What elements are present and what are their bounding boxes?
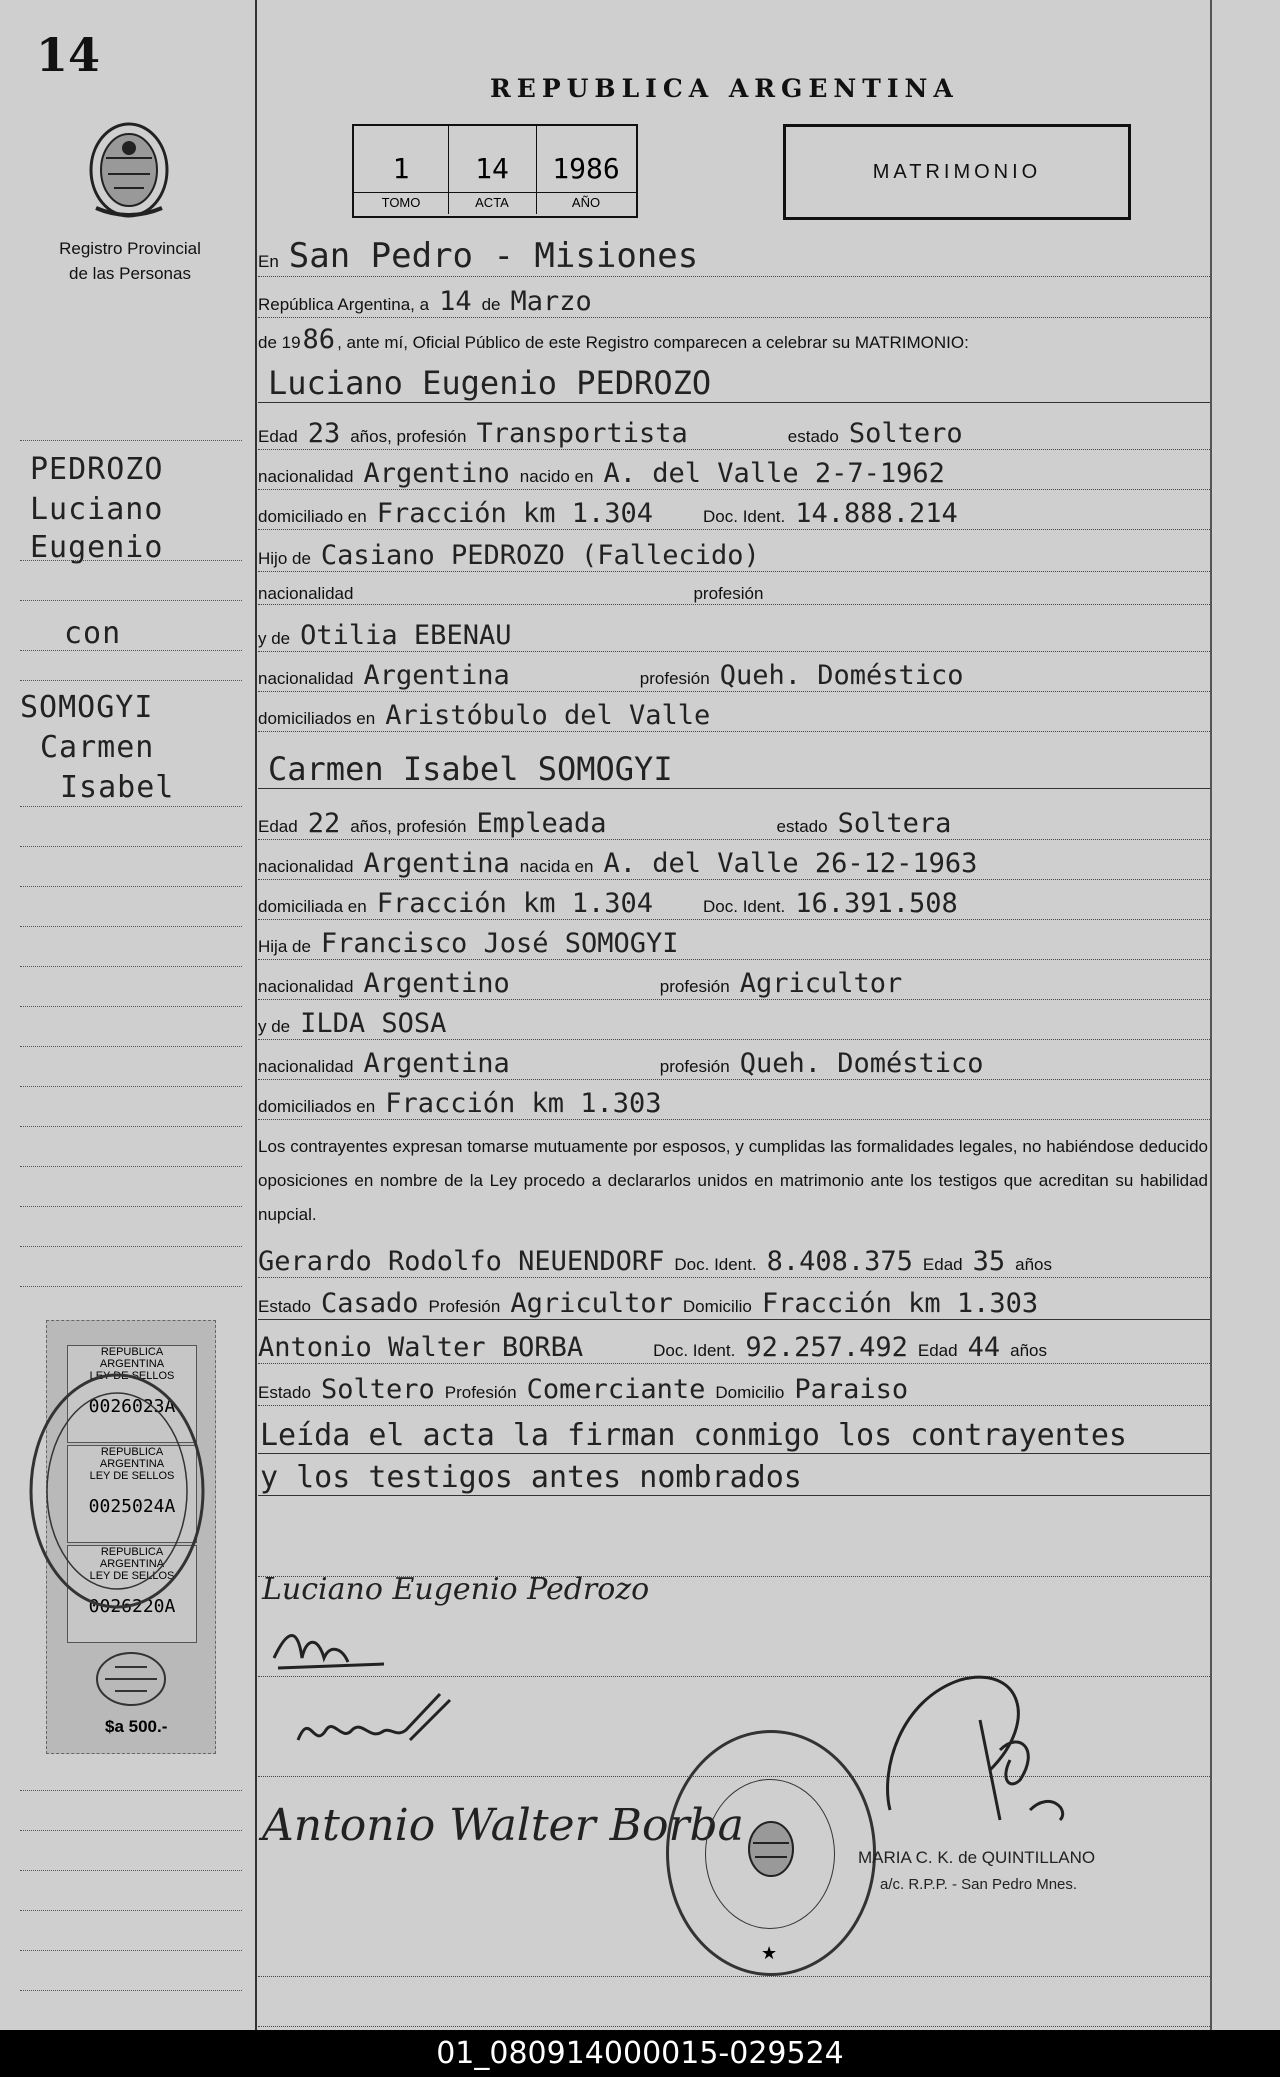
acta-label: ACTA: [448, 192, 536, 210]
mother-nac-label: nacionalidad: [258, 669, 354, 688]
nacida-label: nacida en: [519, 857, 594, 876]
stamp-1-country: REPUBLICA ARGENTINA: [99, 1346, 165, 1370]
margin-line: [20, 1246, 242, 1247]
groom-domicilio: Fracción km 1.304: [376, 498, 654, 529]
margin-line: [20, 1990, 242, 1991]
bride-age-row: [258, 808, 1210, 840]
margin-line: [20, 1086, 242, 1087]
father-nac-label: nacionalidad: [258, 584, 354, 603]
groom-full-name: Luciano Eugenio PEDROZO: [268, 364, 712, 402]
bride-father-nat-row: [258, 968, 1210, 1000]
bride-mother-prof: Queh. Doméstico: [739, 1048, 984, 1079]
groom-age-row: [258, 418, 1210, 450]
groom-name-row: [258, 364, 1210, 403]
tomo-value: 1: [392, 152, 410, 185]
stamp-3-sub: LEY DE SELLOS: [89, 1570, 175, 1582]
bride-nacionalidad: Argentina: [363, 848, 510, 879]
bride-edad: 22: [307, 808, 341, 839]
registration-box: [352, 124, 638, 218]
bride-name-row: [258, 750, 1210, 789]
country-title: REPUBLICA ARGENTINA: [490, 74, 959, 103]
witness2-prof-label: Profesión: [444, 1383, 517, 1402]
bride-profesion: Empleada: [476, 808, 607, 839]
fiscal-stamps: [46, 1320, 216, 1754]
witness1-details-row: [258, 1288, 1210, 1320]
acta-value: 14: [475, 152, 509, 185]
margin-groom-name2: Eugenio: [30, 530, 164, 565]
groom-parents-dom: Aristóbulo del Valle: [385, 700, 711, 731]
en-label: En: [258, 252, 279, 271]
year-suffix: 86: [302, 324, 336, 355]
margin-groom-name1: Luciano: [30, 492, 164, 527]
witness1-profesion: Agricultor: [510, 1288, 673, 1319]
margin-line: [20, 1206, 242, 1207]
bride-mother-nac: Argentina: [363, 1048, 510, 1079]
mother-prof-label: profesión: [659, 1057, 730, 1076]
signature-groom: Luciano Eugenio Pedrozo: [262, 1572, 650, 1607]
stamp-1-sub: LEY DE SELLOS: [89, 1370, 175, 1382]
groom-mother: Otilia EBENAU: [300, 620, 512, 651]
anios-profesion-label: años, profesión: [350, 427, 467, 446]
margin-line: [20, 1790, 242, 1791]
father-prof-label: profesión: [659, 977, 730, 996]
anio-label: AÑO: [536, 192, 636, 210]
witness2-profesion: Comerciante: [526, 1374, 706, 1405]
bride-father-nac: Argentino: [363, 968, 510, 999]
edad-label: Edad: [258, 427, 298, 446]
mother-nac-label: nacionalidad: [258, 1057, 354, 1076]
doc-label: Doc. Ident.: [703, 507, 786, 526]
domiciliado-label: domiciliado en: [258, 507, 367, 526]
witness2-doc: 92.257.492: [745, 1332, 908, 1363]
hijo-label: Hijo de: [258, 549, 311, 568]
witness1-dom-label: Domicilio: [682, 1297, 752, 1316]
witness1-edad-label: Edad: [922, 1255, 963, 1274]
groom-estado: Soltero: [848, 418, 963, 449]
witness1-prof-label: Profesión: [428, 1297, 501, 1316]
blank-line: [258, 1990, 1210, 2027]
closing-line-1: Leída el acta la firman conmigo los contrayentes: [260, 1418, 1127, 1453]
republica-label: República Argentina, a: [258, 295, 430, 314]
father-prof-label: profesión: [693, 584, 764, 603]
anio-value: 1986: [552, 152, 620, 185]
margin-bride-name1: Carmen: [40, 730, 155, 765]
bride-nacida: A. del Valle 26-12-1963: [603, 848, 978, 879]
witness2-name: Antonio Walter BORBA: [258, 1332, 584, 1363]
day-value: 14: [439, 286, 472, 317]
tomo-cell: [354, 126, 449, 214]
provincial-crest-icon: [86, 118, 172, 222]
year-row: [258, 324, 1210, 355]
margin-line: [20, 846, 242, 847]
margin-groom-surname: PEDROZO: [30, 452, 164, 487]
margin-line: [20, 1950, 242, 1951]
margin-line: [20, 1126, 242, 1127]
witness1-doc: 8.408.375: [766, 1246, 913, 1277]
groom-parents-address-row: [258, 700, 1210, 732]
registry-line-2: de las Personas: [69, 264, 191, 283]
bride-father-row: [258, 928, 1210, 960]
margin-line: [20, 1870, 242, 1871]
seal-star-icon: ★: [761, 1943, 778, 1963]
margin-line: [20, 1830, 242, 1831]
de-label: de: [481, 295, 501, 314]
bride-estado: Soltera: [837, 808, 952, 839]
bride-parents-address-row: [258, 1088, 1210, 1120]
bride-doc: 16.391.508: [795, 888, 958, 919]
witness1-anios-label: años: [1015, 1255, 1053, 1274]
margin-line: [20, 926, 242, 927]
acta-cell: [448, 126, 537, 214]
witness2-row: [258, 1332, 1210, 1364]
witness2-estado: Soltero: [320, 1374, 435, 1405]
doc-label: Doc. Ident.: [703, 897, 786, 916]
margin-line: [20, 1910, 242, 1911]
signature-witness1-icon: [290, 1690, 460, 1770]
margin-line: [20, 650, 242, 651]
yde-label: y de: [258, 1017, 291, 1036]
witness1-doc-label: Doc. Ident.: [674, 1255, 757, 1274]
parents-dom-label: domiciliados en: [258, 709, 376, 728]
witness2-dom-label: Domicilio: [715, 1383, 785, 1402]
hija-label: Hija de: [258, 937, 311, 956]
matrimonio-box: MATRIMONIO: [783, 124, 1131, 220]
anio-cell: [536, 126, 636, 214]
footer-id: 01_080914000015-029524: [0, 2030, 1280, 2077]
nacionalidad-label: nacionalidad: [258, 857, 354, 876]
witness2-edad-label: Edad: [917, 1341, 958, 1360]
stamp-price: $a 500.-: [105, 1717, 168, 1736]
groom-nacionalidad: Argentino: [363, 458, 510, 489]
closing-line-2: y los testigos antes nombrados: [260, 1460, 802, 1495]
witness2-edad: 44: [967, 1332, 1001, 1363]
margin-line: [20, 1046, 242, 1047]
witness1-edad: 35: [972, 1246, 1006, 1277]
father-nac-label: nacionalidad: [258, 977, 354, 996]
bride-address-row: [258, 888, 1210, 920]
groom-doc: 14.888.214: [795, 498, 958, 529]
signature-witness2: Antonio Walter Borba: [262, 1800, 744, 1851]
groom-mother-nac: Argentina: [363, 660, 510, 691]
margin-line: [20, 680, 242, 681]
bride-full-name: Carmen Isabel SOMOGYI: [268, 750, 673, 788]
groom-nacido: A. del Valle 2-7-1962: [603, 458, 945, 489]
margin-line: [20, 600, 242, 601]
cancellation-seal-icon: [17, 1361, 217, 1621]
registry-line-1: Registro Provincial: [59, 239, 201, 258]
margin-divider: [255, 0, 257, 2030]
bride-father-prof: Agricultor: [739, 968, 903, 999]
nacido-label: nacido en: [519, 467, 594, 486]
witness1-domicilio: Fracción km 1.303: [761, 1288, 1039, 1319]
stamp-3-country: REPUBLICA ARGENTINA: [99, 1546, 165, 1570]
bride-mother: ILDA SOSA: [300, 1008, 447, 1039]
official-role: a/c. R.P.P. - San Pedro Mnes.: [880, 1876, 1078, 1893]
bride-nationality-row: [258, 848, 1210, 880]
closing-row-1: [258, 1418, 1210, 1454]
bride-mother-nat-row: [258, 1048, 1210, 1080]
groom-mother-nat-row: [258, 660, 1210, 692]
registry-seal: [666, 1730, 876, 1976]
stamp-crest-icon: [91, 1649, 171, 1709]
witness2-estado-label: Estado: [258, 1383, 311, 1402]
place-row: [258, 236, 1210, 277]
closing-row-2: [258, 1460, 1210, 1496]
margin-line: [20, 966, 242, 967]
groom-edad: 23: [307, 418, 341, 449]
year-prefix: de 19: [258, 333, 301, 352]
groom-address-row: [258, 498, 1210, 530]
parents-dom-label: domiciliados en: [258, 1097, 376, 1116]
margin-line: [20, 1166, 242, 1167]
witness1-row: [258, 1246, 1210, 1278]
witness1-name: Gerardo Rodolfo NEUENDORF: [258, 1246, 665, 1277]
witness1-estado: Casado: [320, 1288, 419, 1319]
stamp-2-sub: LEY DE SELLOS: [89, 1470, 175, 1482]
stamp-3-number: 0026220A: [88, 1596, 176, 1617]
intro-text: , ante mí, Oficial Público de este Registro comparecen a celebrar su MATRIMONIO:: [337, 333, 969, 352]
seal-crest-icon: [745, 1819, 797, 1879]
page-number: 14: [36, 28, 101, 82]
bride-mother-row: [258, 1008, 1210, 1040]
witness2-details-row: [258, 1374, 1210, 1406]
right-edge-line: [1210, 0, 1212, 2030]
signature-official-icon: [870, 1660, 1130, 1850]
stamp-2-country: REPUBLICA ARGENTINA: [99, 1446, 165, 1470]
margin-line: [20, 1006, 242, 1007]
witness1-estado-label: Estado: [258, 1297, 311, 1316]
official-name: MARIA C. K. de QUINTILLANO: [858, 1848, 1096, 1867]
anios-profesion-label: años, profesión: [350, 817, 467, 836]
margin-bride-name2: Isabel: [60, 770, 175, 805]
estado-label: estado: [787, 427, 839, 446]
domiciliada-label: domiciliada en: [258, 897, 367, 916]
date-row: [258, 286, 1210, 318]
groom-mother-row: [258, 620, 1210, 652]
margin-line: [20, 440, 242, 441]
witness2-domicilio: Paraiso: [794, 1374, 909, 1405]
groom-father-nat-row: [258, 584, 1210, 605]
edad-label: Edad: [258, 817, 298, 836]
margin-line: [20, 1286, 242, 1287]
witness2-doc-label: Doc. Ident.: [653, 1341, 736, 1360]
bride-domicilio: Fracción km 1.304: [376, 888, 654, 919]
declaration-text: Los contrayentes expresan tomarse mutuamente por esposos, y cumplidas las formalidades legales, no habiéndose deducido oposiciones en nombre de la Ley procedo a declararlos unidos en matrimonio ante los testigos que acreditan su habilidad nupcial.: [258, 1137, 1208, 1224]
stamp-2-number: 0025024A: [88, 1496, 176, 1517]
bride-father: Francisco José SOMOGYI: [320, 928, 679, 959]
nacionalidad-label: nacionalidad: [258, 467, 354, 486]
groom-father-row: [258, 540, 1210, 572]
margin-line: [20, 886, 242, 887]
groom-nationality-row: [258, 458, 1210, 490]
witness2-anios-label: años: [1010, 1341, 1047, 1360]
groom-profesion: Transportista: [476, 418, 688, 449]
tomo-label: TOMO: [354, 192, 448, 210]
estado-label: estado: [776, 817, 828, 836]
place-value: San Pedro - Misiones: [288, 236, 699, 276]
stamp-1-number: 0026023A: [88, 1396, 176, 1417]
registry-label: [30, 236, 230, 286]
margin-bride-surname: SOMOGYI: [20, 690, 154, 725]
margin-line: [20, 806, 242, 807]
groom-father: Casiano PEDROZO (Fallecido): [320, 540, 760, 571]
groom-mother-prof: Queh. Doméstico: [719, 660, 964, 691]
month-value: Marzo: [510, 286, 592, 317]
yde-label: y de: [258, 629, 291, 648]
mother-prof-label: profesión: [639, 669, 710, 688]
bride-parents-dom: Fracción km 1.303: [385, 1088, 662, 1119]
margin-connector: con: [64, 616, 122, 651]
signature-bride-icon: [268, 1618, 388, 1678]
